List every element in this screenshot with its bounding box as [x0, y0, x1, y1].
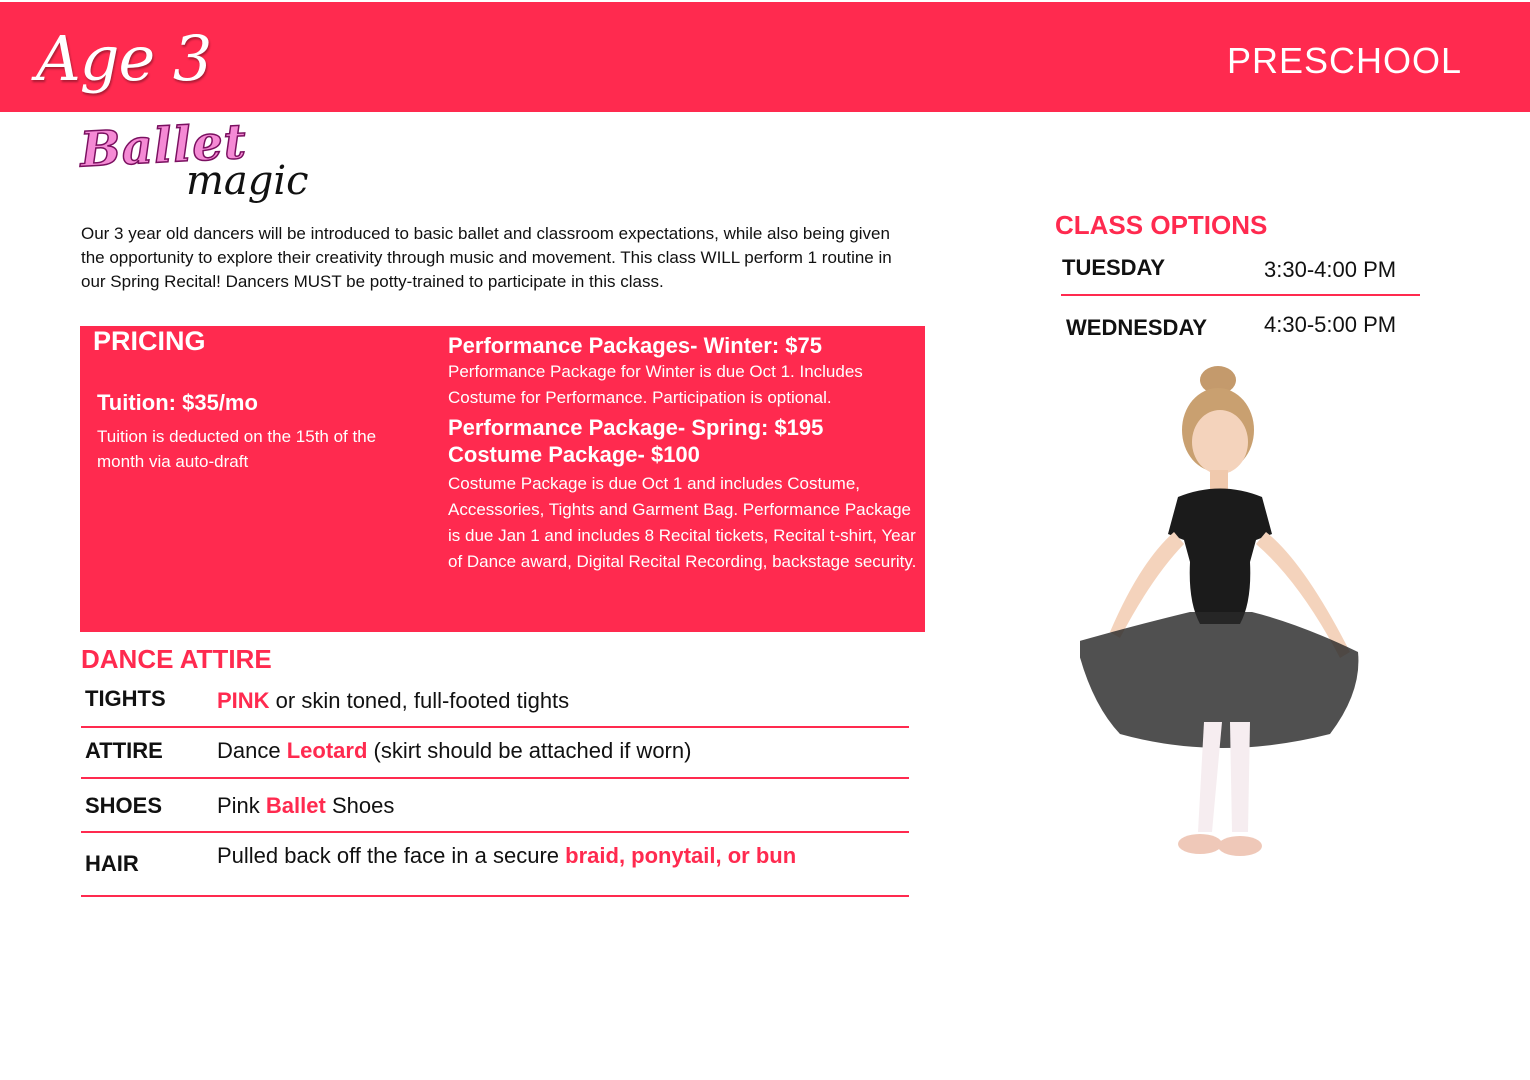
costume-package-heading: Costume Package- $100 — [448, 442, 700, 467]
attire-label: HAIR — [85, 851, 139, 876]
class-logo-ballet: Ballet — [78, 113, 249, 179]
header-banner — [0, 2, 1530, 112]
winter-package-heading: Performance Packages- Winter: $75 — [448, 333, 822, 358]
attire-row-attire — [81, 728, 909, 779]
performance-packages — [448, 332, 924, 575]
attire-row-shoes — [81, 779, 909, 833]
ballet-dancer-photo-icon — [1080, 362, 1370, 877]
pricing-title: PRICING — [93, 326, 206, 356]
class-description: Our 3 year old dancers will be introduced to basic ballet and classroom expectations, while also being given the opportunity to explore their creativity through music and movement. This class WILL perform 1 routine in our Spring Recital! Dancers MUST be potty-trained to participate in this class. — [81, 224, 892, 291]
spring-package-description: Costume Package is due Oct 1 and includes Costume, Accessories, Tights and Garment Bag. Performance Package is due Jan 1 and includes 8 Recital tickets, Recital t-shirt, Year of Dance award, Digital Recital Recording, backstage security. — [448, 474, 917, 571]
pricing-box — [80, 326, 925, 632]
class-time: 4:30-5:00 PM — [1264, 312, 1397, 337]
class-divider — [1061, 294, 1420, 296]
tuition-description: Tuition is deducted on the 15th of the month via auto-draft — [97, 427, 377, 471]
class-day: WEDNESDAY — [1066, 315, 1207, 340]
tuition-heading: Tuition: $35/mo — [97, 390, 258, 415]
winter-package-description: Performance Package for Winter is due Oct 1. Includes Costume for Performance. Participation is optional. — [448, 362, 863, 407]
attire-row-tights — [81, 680, 909, 728]
category-label: PRESCHOOL — [1226, 40, 1462, 81]
age-title: Age 3 — [36, 22, 212, 95]
attire-row-hair — [81, 833, 909, 897]
class-day: TUESDAY — [1062, 255, 1166, 280]
class-logo-magic: magic — [186, 158, 309, 204]
attire-label: ATTIRE — [85, 738, 163, 763]
attire-label: TIGHTS — [85, 686, 166, 711]
attire-value: PINK or skin toned, full-footed tights — [217, 688, 570, 713]
spring-package-heading: Performance Package- Spring: $195 — [448, 415, 824, 440]
attire-label: SHOES — [85, 793, 163, 818]
class-options-title: CLASS OPTIONS — [1055, 210, 1268, 240]
attire-value: Pink Ballet Shoes — [217, 793, 395, 818]
attire-value: Dance Leotard (skirt should be attached if worn) — [217, 738, 692, 763]
class-time: 3:30-4:00 PM — [1264, 257, 1397, 282]
attire-value: Pulled back off the face in a secure braid, ponytail, or bun — [217, 843, 797, 868]
dance-attire-title: DANCE ATTIRE — [81, 644, 272, 674]
